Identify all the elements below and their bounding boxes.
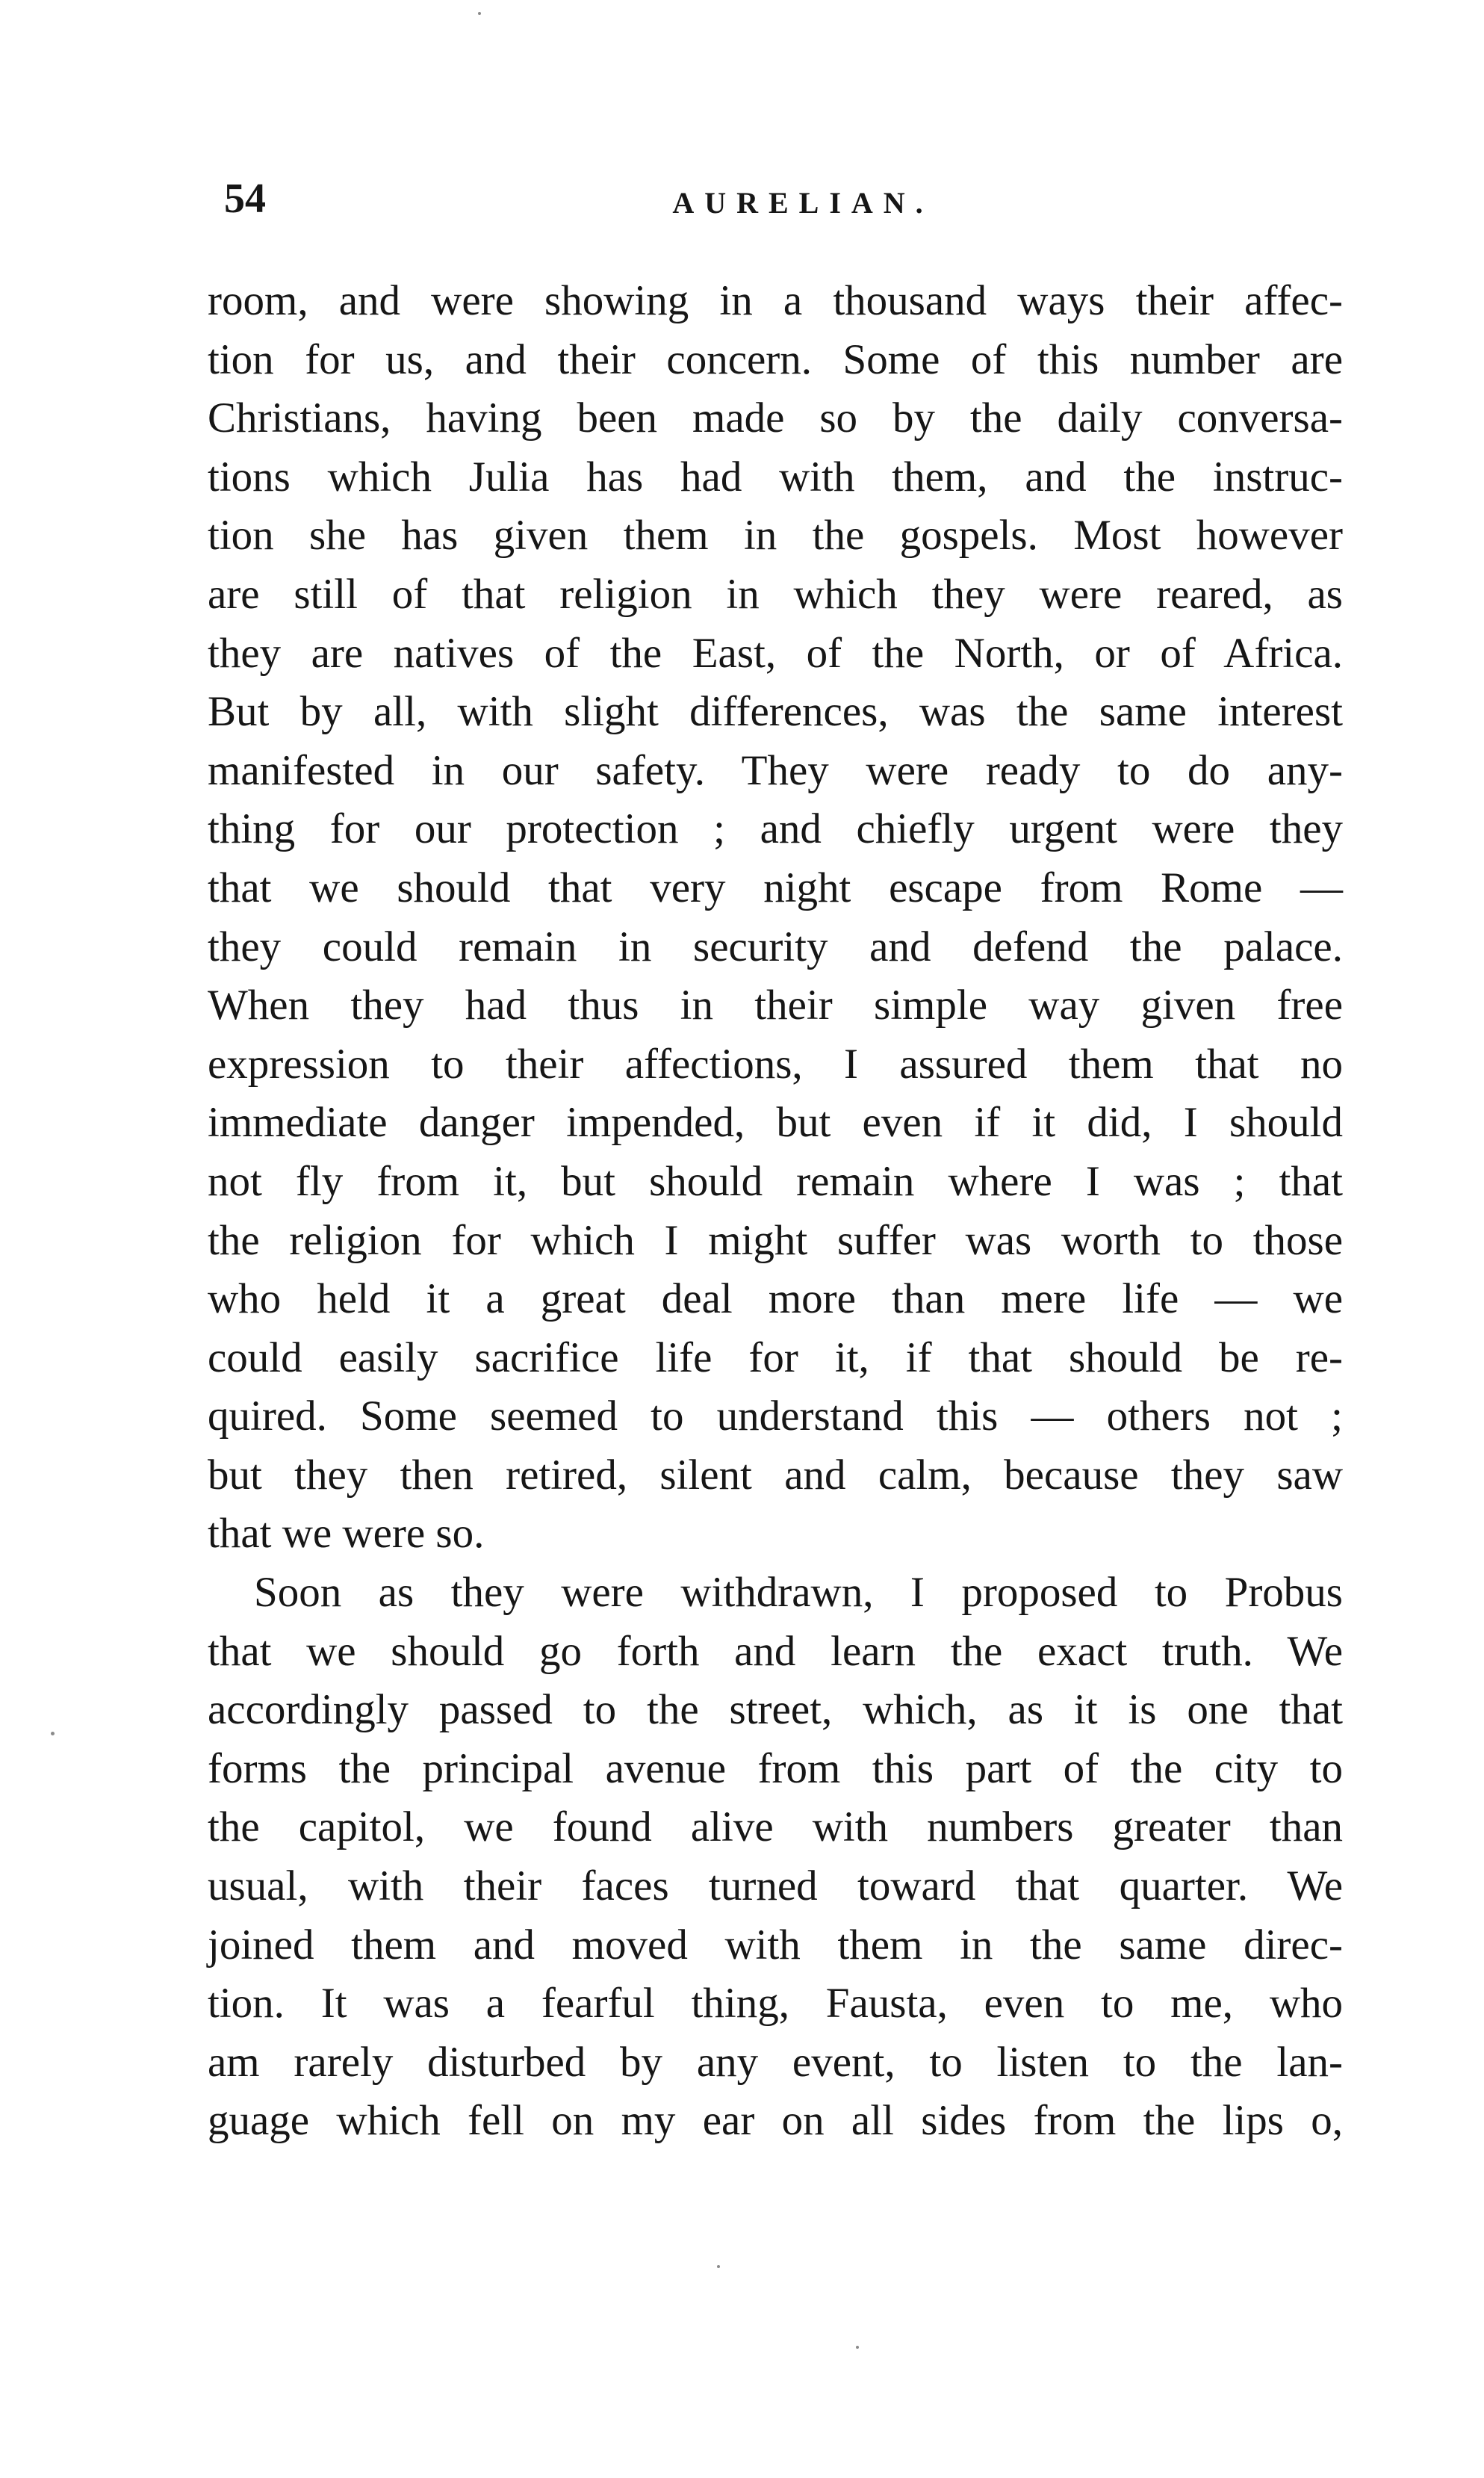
text-line: the capitol, we found alive with numbers greater than	[208, 1803, 1343, 1851]
text-line: room, and were showing in a thousand ways their affec-	[208, 277, 1343, 324]
text-line: tions which Julia has had with them, and the instruc-	[208, 453, 1343, 501]
text-line: the religion for which I might suffer was worth to those	[208, 1216, 1343, 1264]
body-text	[208, 272, 1343, 2151]
text-line: usual, with their faces turned toward that quarter. We	[208, 1862, 1343, 1910]
text-line: but they then retired, silent and calm, because they saw	[208, 1451, 1343, 1499]
running-title: AURELIAN.	[672, 186, 934, 220]
paper-speck	[478, 12, 481, 15]
text-line: When they had thus in their simple way given free	[208, 982, 1343, 1029]
text-line: that we should go forth and learn the exact truth. We	[208, 1627, 1343, 1675]
text-line: immediate danger impended, but even if it did, I should	[208, 1099, 1343, 1147]
text-line: they are natives of the East, of the North, or of Africa.	[208, 629, 1343, 677]
paper-speck	[51, 1732, 55, 1735]
text-line: forms the principal avenue from this part of the city to	[208, 1744, 1343, 1792]
text-line: could easily sacrifice life for it, if that should be re-	[208, 1334, 1343, 1381]
text-line: who held it a great deal more than mere life — we	[208, 1275, 1343, 1323]
paper-speck	[717, 2265, 720, 2268]
text-line: tion. It was a fearful thing, Fausta, even to me, who	[208, 1980, 1343, 2028]
paper-speck	[856, 2346, 859, 2349]
text-line: are still of that religion in which they were reared, as	[208, 570, 1343, 618]
paragraph-last-line: that we were so.	[208, 1510, 485, 1558]
text-line: expression to their affections, I assured them that no	[208, 1040, 1343, 1088]
text-line: tion for us, and their concern. Some of this number are	[208, 335, 1343, 383]
text-line: But by all, with slight differences, was the same interest	[208, 688, 1343, 736]
text-line: quired. Some seemed to understand this — others not ;	[208, 1393, 1343, 1440]
text-line: they could remain in security and defend the palace.	[208, 923, 1343, 970]
page-number: 54	[224, 176, 266, 222]
text-line: am rarely disturbed by any event, to listen to the lan-	[208, 2038, 1343, 2086]
text-line: Christians, having been made so by the daily conversa-	[208, 394, 1343, 442]
text-line: not fly from it, but should remain where I was ; that	[208, 1157, 1343, 1205]
text-line: tion she has given them in the gospels. Most however	[208, 512, 1343, 560]
page-header	[217, 169, 1277, 229]
text-line: joined them and moved with them in the same direc-	[208, 1921, 1343, 1969]
text-line: that we should that very night escape from Rome —	[208, 864, 1343, 911]
text-line: manifested in our safety. They were ready to do any-	[208, 746, 1343, 794]
text-line: accordingly passed to the street, which, as it is one that	[208, 1686, 1343, 1734]
paragraph-first-line: Soon as they were withdrawn, I proposed to Probus	[254, 1569, 1343, 1617]
text-line: guage which fell on my ear on all sides from the lips o,	[208, 2097, 1343, 2145]
text-line: thing for our protection ; and chiefly urgent were they	[208, 805, 1343, 853]
